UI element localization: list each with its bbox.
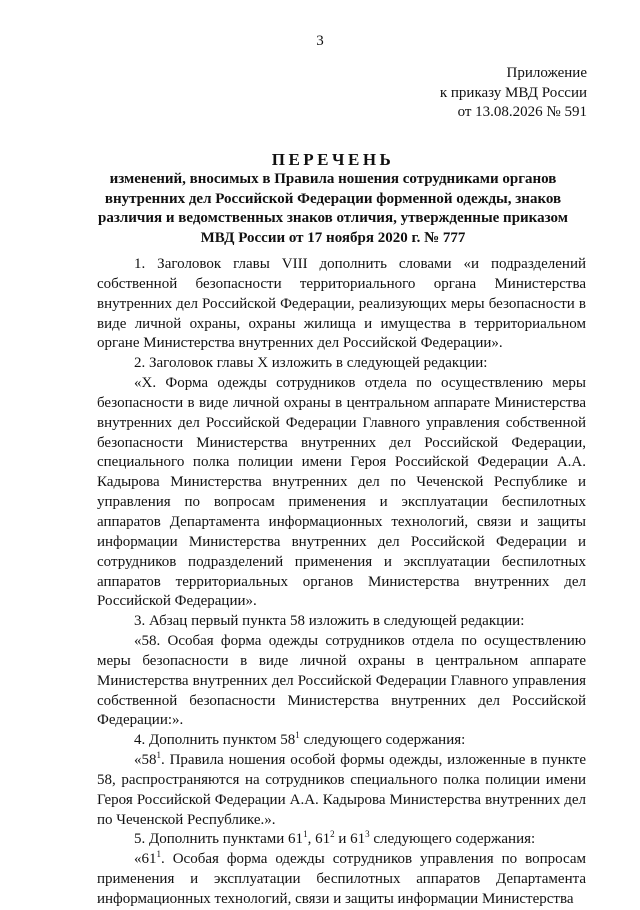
paragraph-8 xyxy=(97,830,586,850)
page-number: 3 xyxy=(316,33,324,49)
paragraph-6 xyxy=(97,731,586,751)
paragraph-5: «58. Особая форма одежды сотрудников отдела по осуществлению меры безопасности в виде личной охраны в центральном аппарате Министерства внутренних дел Российской Федерации Главного управления собственной безопасности Министерства внутренних дел Российской Федерации:». xyxy=(97,633,586,729)
superscript: 1 xyxy=(156,849,161,860)
paragraph-3: «X. Форма одежды сотрудников отдела по осуществлению меры безопасности в виде личной охраны в центральном аппарате Министерства внутренних дел Российской Федерации Главного управления собственной безопасности Министерства внутренних дел Российской Федерации, специального полка полиции имени Героя Российской Федерации А.А. Кадырова Министерства внутренних дел по Чеченской Республике и управления по вопросам применения и эксплуатации беспилотных аппаратов Департамента информационных технологий, связи и защиты информации Министерства внутренних дел Российской Федерации и сотрудников подразделений применения и эксплуатации беспилотных аппаратов территориальных органов Министерства внутренних дел Российской Федерации». xyxy=(97,375,586,610)
appendix-line-2: к приказу МВД России xyxy=(439,84,587,101)
superscript: 3 xyxy=(365,829,370,840)
paragraph-8-text-b: , 61 xyxy=(307,831,331,848)
superscript: 2 xyxy=(330,829,335,840)
paragraph-9-text-b: . Особая форма одежды сотрудников управления по вопросам применения и эксплуатации беспилотных аппаратов Департамента информационных технологий, связи и защиты информации Министерства xyxy=(97,851,586,907)
paragraph-7 xyxy=(97,751,586,830)
paragraph-6-text-a: 4. Дополнить пунктом 58 xyxy=(134,732,296,749)
paragraph-6-text-b: следующего содержания: xyxy=(299,732,466,749)
paragraph-9 xyxy=(97,850,586,910)
superscript: 1 xyxy=(295,730,300,741)
paragraph-9-text-a: «61 xyxy=(134,851,157,868)
paragraph-7-text-b: . Правила ношения особой формы одежды, изложенные в пункте 58, распространяются на сотрудников специального полка полиции имени Героя Российской Федерации А.А. Кадырова Министерства внутренних дел по Чеченской Республике.». xyxy=(97,752,586,828)
superscript: 1 xyxy=(303,829,308,840)
paragraph-1: 1. Заголовок главы VIII дополнить словами «и подразделений собственной безопасности территориального органа Министерства внутренних дел Российской Федерации, реализующих меры безопасности в виде личной охраны, охраны жилища и имущества в территориальном органе Министерства внутренних дел Российской Федерации». xyxy=(97,256,586,352)
paragraph-2: 2. Заголовок главы X изложить в следующей редакции: xyxy=(134,355,488,372)
paragraph-7-text-a: «58 xyxy=(134,752,157,769)
appendix-line-3: от 13.08.2026 № 591 xyxy=(457,104,587,120)
appendix-reference xyxy=(420,64,587,123)
document-heading xyxy=(85,150,581,248)
paragraph-8-text-c: и 61 xyxy=(334,831,366,848)
paragraph-4: 3. Абзац первый пункта 58 изложить в следующей редакции: xyxy=(134,613,525,630)
paragraph-8-text-d: следующего содержания: xyxy=(369,831,536,848)
document-title: ПЕРЕЧЕНЬ xyxy=(271,150,395,169)
paragraph-8-text-a: 5. Дополнить пунктами 61 xyxy=(134,831,304,848)
document-subtitle: изменений, вносимых в Правила ношения сотрудниками органов внутренних дел Российской Федерации форменной одежды, знаков различия и ведомственных знаков отличия, утвержденные приказом МВД России от 17 ноября 2020 г. № 777 xyxy=(98,171,568,246)
appendix-line-1: Приложение xyxy=(506,65,587,81)
superscript: 1 xyxy=(156,750,161,761)
document-body xyxy=(97,255,586,910)
